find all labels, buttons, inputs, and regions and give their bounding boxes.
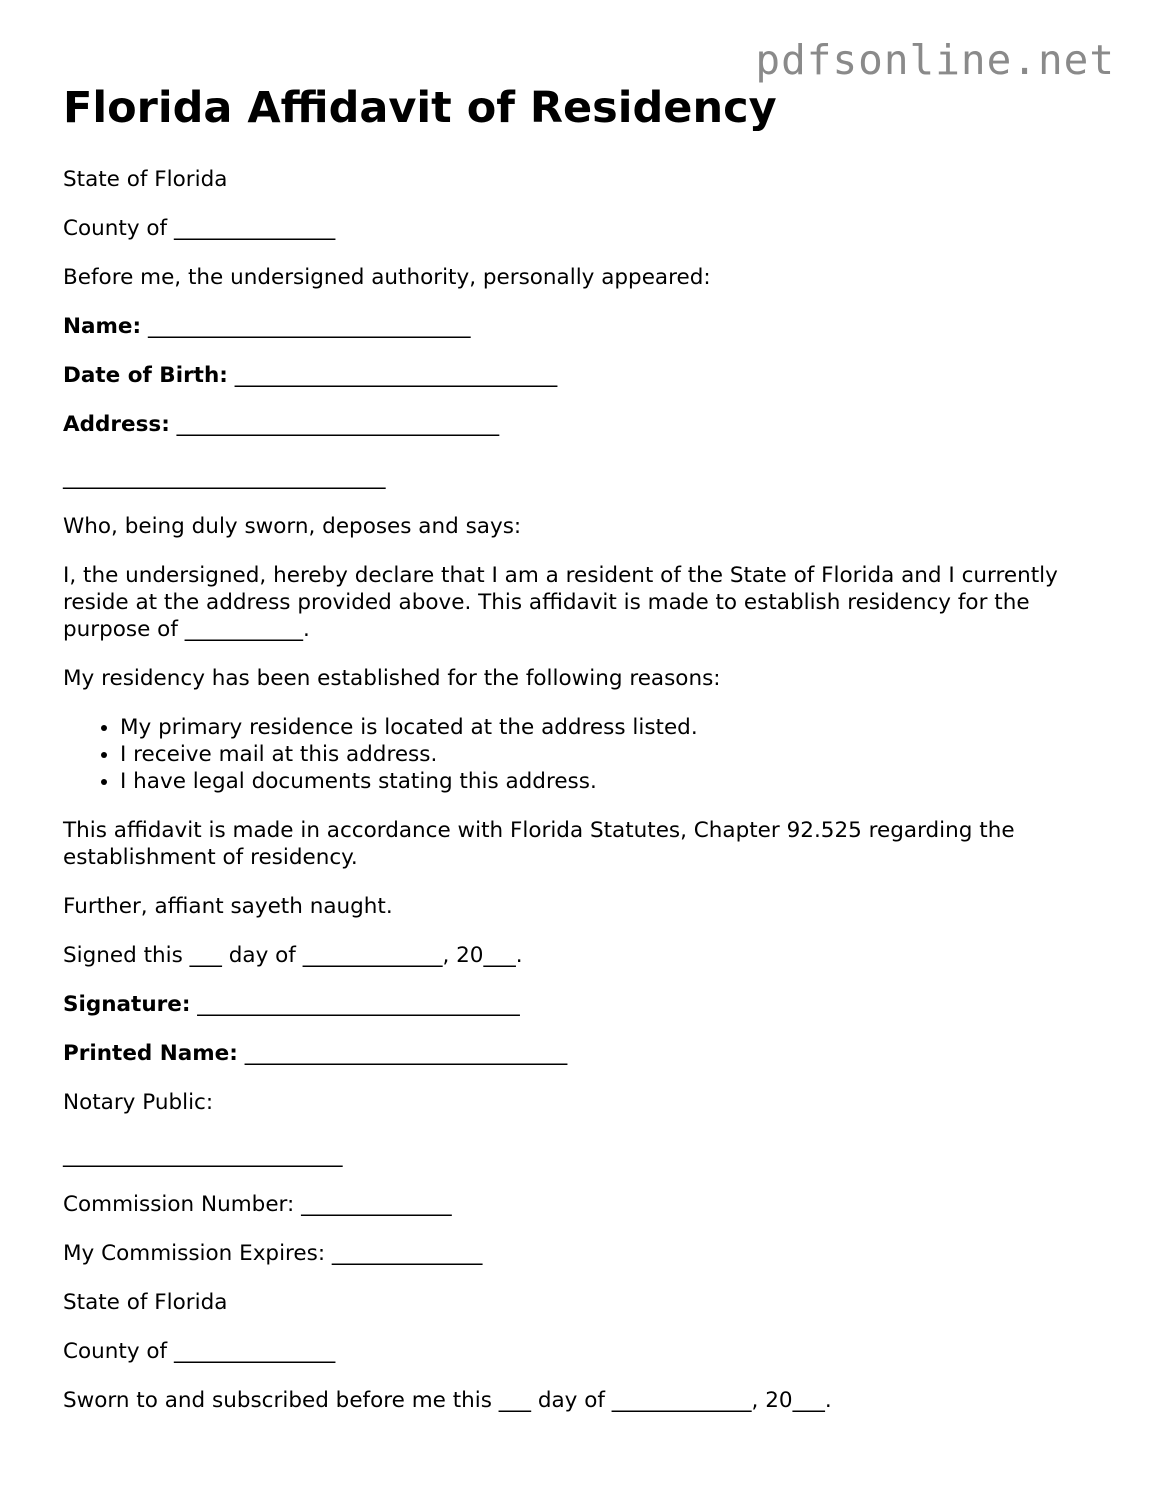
printed-name-label: Printed Name: [63, 1041, 238, 1066]
list-item: • I have legal documents stating this address. [120, 768, 1073, 795]
state-line-2: State of Florida [63, 1290, 228, 1315]
address-line-2: ______________________________ [63, 465, 386, 490]
name-field [63, 313, 1073, 340]
list-item: • I receive mail at this address. [120, 741, 1073, 768]
dob-blank: ______________________________ [234, 363, 558, 388]
commission-expires: My Commission Expires: ______________ [63, 1241, 483, 1266]
signed-this-line: Signed this ___ day of _____________, 20___. [63, 943, 523, 968]
list-item: • My primary residence is located at the address listed. [120, 714, 1073, 741]
sworn-line: Who, being duly sworn, deposes and says: [63, 514, 522, 539]
naught-line: Further, affiant sayeth naught. [63, 894, 393, 919]
address-label: Address: [63, 412, 170, 437]
name-blank: ______________________________ [147, 314, 471, 339]
printed-name-field [63, 1040, 1073, 1067]
dob-label: Date of Birth: [63, 363, 228, 388]
sworn-subscribed-line: Sworn to and subscribed before me this ___ day of _____________, 20___. [63, 1388, 832, 1413]
page-title: Florida Affidavit of Residency [63, 83, 777, 133]
name-label: Name: [63, 314, 142, 339]
address-blank: ______________________________ [176, 412, 500, 437]
notary-label: Notary Public: [63, 1090, 214, 1115]
statute-paragraph: This affidavit is made in accordance with Florida Statutes, Chapter 92.525 regarding the establishment of residency. [63, 818, 1015, 870]
dob-field [63, 362, 1073, 389]
document-page [63, 82, 1073, 1436]
county-line: County of _______________ [63, 216, 336, 241]
reasons-list [63, 714, 1073, 795]
signature-label: Signature: [63, 992, 191, 1017]
signature-field [63, 991, 1073, 1018]
intro-text: Before me, the undersigned authority, personally appeared: [63, 265, 711, 290]
declaration-paragraph: I, the undersigned, hereby declare that I am a resident of the State of Florida and I currently reside at the address provided above. This affidavit is made to establish residency for the purpose of ___________. [63, 563, 1058, 642]
address-field [63, 411, 1073, 438]
county-line-2: County of _______________ [63, 1339, 336, 1364]
commission-number: Commission Number: ______________ [63, 1192, 452, 1217]
printed-name-blank: ______________________________ [244, 1041, 568, 1066]
watermark: pdfsonline.net [755, 36, 1115, 84]
reasons-intro: My residency has been established for the following reasons: [63, 666, 721, 691]
notary-blank: __________________________ [63, 1143, 343, 1168]
signature-blank: ______________________________ [197, 992, 520, 1017]
state-line: State of Florida [63, 167, 228, 192]
